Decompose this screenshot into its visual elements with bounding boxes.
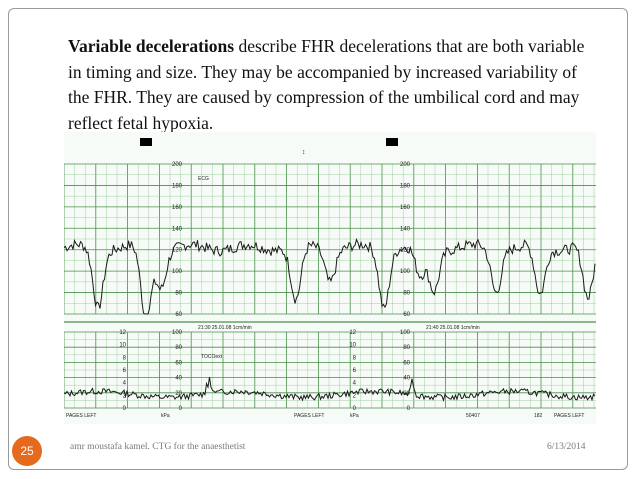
scale-tick-label: 40 [403, 375, 410, 382]
pages-count: 182 [534, 413, 543, 419]
scale-tick-label: 80 [175, 345, 182, 352]
timestamp-2: 21:40 25.01.08 1cm/min [426, 325, 480, 331]
footer-date: 6/13/2014 [547, 442, 586, 452]
pages-left-2: PAGES LEFT [294, 413, 325, 419]
event-marker-1 [140, 138, 152, 146]
scale-tick-label: 0 [406, 406, 410, 412]
scale-tick-label: 120 [399, 247, 410, 254]
scale-tick-label: 12 [119, 330, 126, 336]
scale-tick-label: 4 [352, 380, 356, 387]
scale-tick-label: 180 [399, 183, 410, 190]
slide-body-rest: describe FHR decelerations that are both variable in timing and size. They may be accompanied by increased variability of the FHR. They are caused by compression of the umbilical cord and may reflect fetal hypoxia. [68, 36, 585, 133]
scale-tick-label: 60 [175, 312, 182, 318]
slide-number-badge: 25 [12, 436, 42, 466]
scale-tick-label: 180 [171, 183, 182, 190]
scale-tick-label: 8 [122, 355, 126, 362]
kpa-label-1: kPa [161, 413, 170, 419]
scale-tick-label: 200 [171, 162, 182, 168]
scale-tick-label: 20 [175, 390, 182, 397]
scale-tick-label: 100 [171, 330, 182, 336]
scale-tick-label: 160 [171, 204, 182, 211]
scale-tick-label: 2 [352, 393, 356, 400]
scale-tick-label: 6 [122, 368, 126, 374]
kpa-label-2: kPa [350, 413, 359, 419]
pages-left-3: PAGES LEFT [554, 413, 585, 419]
slide-body-text [68, 34, 598, 136]
scale-tick-label: 80 [175, 290, 182, 297]
toco-label: TOCOext [201, 354, 223, 360]
scale-tick-label: 40 [175, 375, 182, 382]
scale-tick-label: 80 [403, 345, 410, 352]
chart-cursor-mark: ↕ [302, 149, 306, 156]
scale-tick-label: 120 [171, 247, 182, 254]
scale-tick-label: 0 [122, 406, 126, 412]
footer-author: amr moustafa kamel. CTG for the anaesthetist [70, 442, 246, 452]
timestamp-1: 21:30 25.01.08 1cm/min [198, 325, 252, 331]
scale-tick-label: 6 [352, 368, 356, 374]
record-id: 50407 [466, 413, 480, 419]
scale-tick-label: 100 [399, 269, 410, 276]
pages-left-1: PAGES LEFT [66, 413, 97, 419]
ctg-tracing [64, 132, 596, 424]
scale-tick-label: 0 [352, 406, 356, 412]
scale-tick-label: 100 [399, 330, 410, 336]
scale-tick-label: 0 [178, 406, 182, 412]
scale-tick-label: 60 [403, 312, 410, 318]
scale-tick-label: 60 [175, 360, 182, 367]
scale-tick-label: 10 [349, 342, 356, 349]
scale-tick-label: 20 [403, 390, 410, 397]
scale-tick-label: 140 [399, 226, 410, 233]
ecg-label: ECG [198, 176, 209, 182]
scale-tick-label: 140 [171, 226, 182, 233]
scale-tick-label: 10 [119, 342, 126, 349]
scale-tick-label: 8 [352, 355, 356, 362]
scale-tick-label: 100 [171, 269, 182, 276]
scale-tick-label: 160 [399, 204, 410, 211]
scale-tick-label: 200 [399, 162, 410, 168]
scale-tick-label: 12 [349, 330, 356, 336]
scale-tick-label: 80 [403, 290, 410, 297]
scale-tick-label: 2 [122, 393, 126, 400]
slide-heading-bold: Variable decelerations [68, 36, 235, 56]
event-marker-2 [386, 138, 398, 146]
scale-tick-label: 60 [403, 360, 410, 367]
scale-tick-label: 4 [122, 380, 126, 387]
